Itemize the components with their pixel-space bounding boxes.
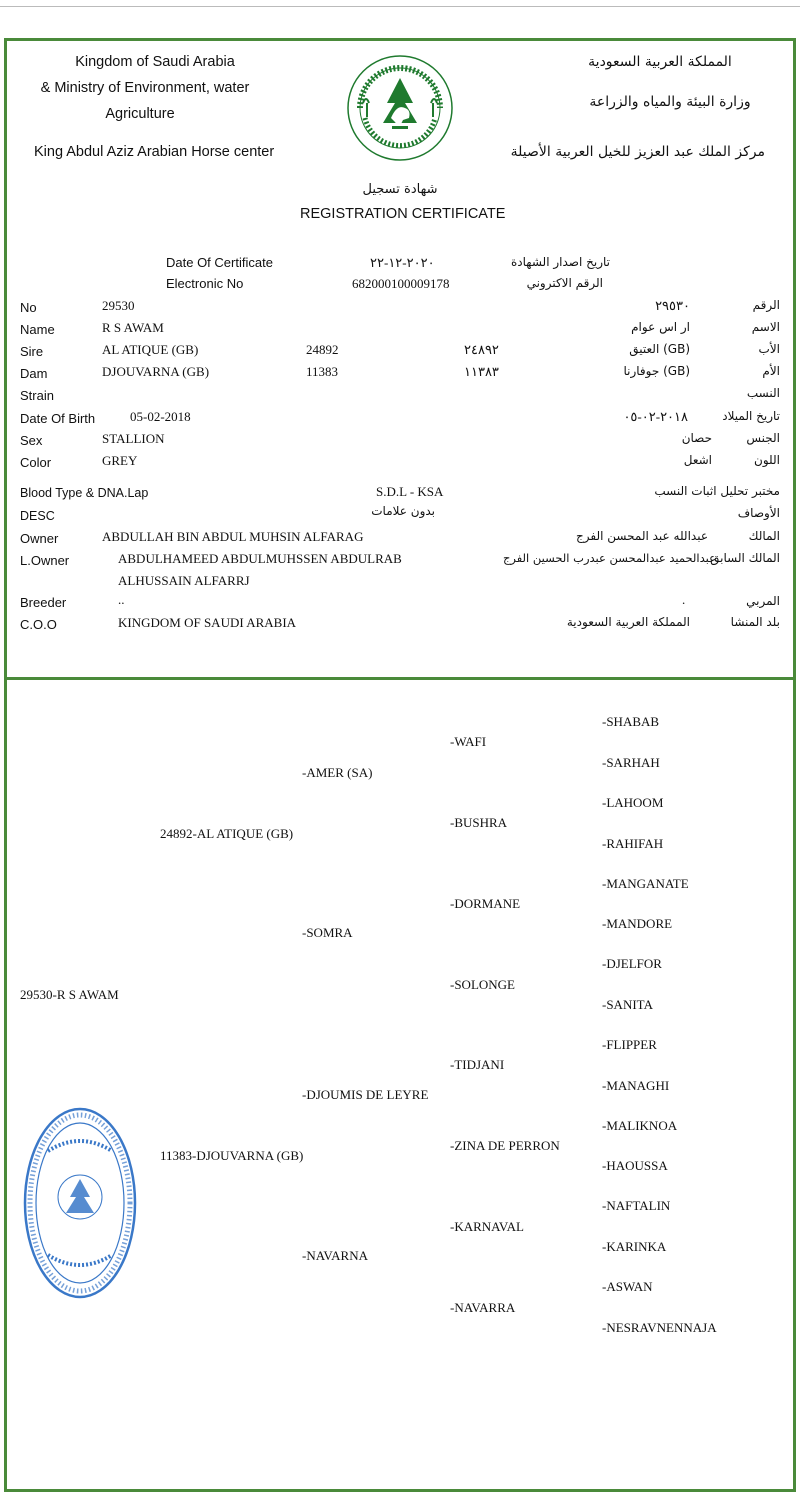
pedigree-gen4-item: -NAFTALIN: [602, 1198, 671, 1213]
sex-value: STALLION: [102, 431, 165, 446]
pedigree-gen3-item: -DORMANE: [450, 896, 521, 911]
previous-owner-value-line1: ABDULHAMEED ABDULMUHSSEN ABDULRAB: [118, 551, 402, 566]
breeder-label: Breeder: [20, 595, 67, 610]
sire-value: AL ATIQUE (GB): [102, 342, 199, 357]
coo-label: C.O.O: [20, 617, 57, 632]
coo-label-ar: بلد المنشا: [730, 615, 780, 629]
pedigree-gen3-item: -SOLONGE: [450, 977, 515, 992]
pedigree-gen2-item: -NAVARNA: [302, 1248, 368, 1263]
coo-value: KINGDOM OF SAUDI ARABIA: [118, 615, 297, 630]
pedigree-gen4-item: -MANDORE: [602, 916, 673, 931]
pedigree-gen3-item: -BUSHRA: [450, 815, 508, 830]
electronic-no-label-ar: الرقم الاكتروني: [526, 276, 603, 290]
strain-label: Strain: [20, 388, 54, 403]
header-en-line1: Kingdom of Saudi Arabia: [75, 54, 235, 70]
pedigree-frame: [4, 680, 796, 1492]
pedigree-gen4-item: -MANAGHI: [602, 1078, 670, 1093]
header-en-line2: & Ministry of Environment, water: [40, 80, 250, 96]
pedigree-gen3-item: -WAFI: [450, 734, 487, 749]
no-label-ar: الرقم: [752, 298, 780, 312]
pedigree-gen4-item: -SARHAH: [602, 755, 660, 770]
pedigree-gen4-item: -SANITA: [602, 997, 653, 1012]
pedigree-gen3-item: -NAVARRA: [450, 1300, 516, 1315]
pedigree-gen2-item: -SOMRA: [302, 925, 353, 940]
pedigree-gen4-item: -MANGANATE: [602, 876, 689, 891]
owner-value-ar: عبدالله عبد المحسن الفرج: [576, 529, 708, 543]
name-label: Name: [20, 322, 55, 337]
no-label: No: [20, 300, 37, 315]
sire-number-ar: ٢٤٨٩٢: [464, 342, 499, 357]
sire-label: Sire: [20, 344, 44, 359]
dob-value-ar: ٢٠١٨-٠٢-٠٥: [623, 409, 688, 424]
dam-value-ar: (GB) جوفارنا: [623, 364, 690, 378]
pedigree-gen4-item: -DJELFOR: [602, 956, 662, 971]
electronic-no-label: Electronic No: [166, 276, 244, 291]
desc-value-ar: بدون علامات: [371, 504, 435, 518]
pedigree-gen4-item: -HAOUSSA: [602, 1158, 668, 1173]
strain-label-ar: النسب: [746, 386, 780, 400]
dam-number-ar: ١١٣٨٣: [464, 364, 499, 379]
pedigree-gen4-item: -ASWAN: [602, 1279, 653, 1294]
no-value-ar: ٢٩٥٣٠: [655, 298, 690, 313]
breeder-value-ar: .: [682, 592, 686, 607]
pedigree-gen2-item: -AMER (SA): [302, 765, 373, 780]
pedigree-gen3-item: -TIDJANI: [450, 1057, 505, 1072]
owner-label: Owner: [20, 531, 59, 546]
electronic-no-value: 682000100009178: [352, 276, 450, 291]
previous-owner-label-ar: المالك السابق: [710, 551, 780, 565]
pedigree-subject: 29530-R S AWAM: [20, 987, 119, 1002]
date-of-certificate-label-ar: تاريخ اصدار الشهادة: [511, 255, 610, 269]
pedigree-gen2-item: -DJOUMIS DE LEYRE: [302, 1087, 429, 1102]
desc-label-ar: الأوصاف: [737, 506, 780, 520]
pedigree-sire: 24892-AL ATIQUE (GB): [160, 826, 294, 841]
title-ar: شهادة تسجيل: [362, 182, 438, 197]
color-label-ar: اللون: [754, 453, 780, 467]
desc-label: DESC: [20, 509, 55, 523]
owner-label-ar: المالك: [748, 529, 780, 543]
owner-value: ABDULLAH BIN ABDUL MUHSIN ALFARAG: [102, 529, 364, 544]
pedigree-gen3-item: -ZINA DE PERRON: [450, 1138, 560, 1153]
pedigree-gen4-item: -RAHIFAH: [602, 836, 664, 851]
sire-value-ar: (GB) العتيق: [629, 342, 690, 356]
blood-type-value: S.D.L - KSA: [376, 484, 444, 499]
no-value: 29530: [102, 298, 135, 313]
pedigree-gen4-item: -FLIPPER: [602, 1037, 657, 1052]
dam-label: Dam: [20, 366, 48, 381]
breeder-label-ar: المربي: [746, 594, 780, 608]
blood-type-label-ar: مختبر تحليل اثبات النسب: [654, 484, 780, 498]
date-of-certificate-value: ٢٠٢٠-١٢-٢٢: [370, 255, 435, 270]
coo-value-ar: المملكة العربية السعودية: [566, 615, 690, 629]
name-value: R S AWAM: [102, 320, 164, 335]
pedigree-gen3-item: -KARNAVAL: [450, 1219, 524, 1234]
top-rule: [0, 6, 800, 7]
registry-stamp-icon: [22, 1105, 138, 1301]
pedigree-gen4-item: -KARINKA: [602, 1239, 667, 1254]
pedigree-dam: 11383-DJOUVARNA (GB): [160, 1148, 304, 1163]
pedigree-gen4-item: -MALIKNOA: [602, 1118, 678, 1133]
pedigree-gen4-item: -NESRAVNENNAJA: [602, 1320, 717, 1335]
dob-label: Date Of Birth: [20, 411, 96, 426]
sire-label-ar: الأب: [758, 342, 780, 356]
dam-number: 11383: [306, 364, 339, 379]
sex-label-ar: الجنس: [746, 431, 780, 445]
header-ar-line2: وزارة البيئة والمياه والزراعة: [589, 94, 751, 110]
color-label: Color: [20, 455, 52, 470]
header-ar-line1: المملكة العربية السعودية: [588, 54, 732, 70]
dob-label-ar: تاريخ الميلاد: [722, 409, 780, 423]
dam-label-ar: الأم: [762, 364, 780, 378]
title-en: REGISTRATION CERTIFICATE: [300, 206, 506, 222]
previous-owner-value-ar: عبدالحميد عبدالمحسن عبدرب الحسين الفرج: [502, 551, 716, 565]
sex-value-ar: حصان: [681, 431, 712, 445]
previous-owner-value-line2: ALHUSSAIN ALFARRJ: [118, 573, 250, 588]
pedigree-gen4-item: -LAHOOM: [602, 795, 664, 810]
name-label-ar: الاسم: [751, 320, 780, 334]
header-en-line3: Agriculture: [105, 106, 175, 122]
color-value: GREY: [102, 453, 138, 468]
previous-owner-label: L.Owner: [20, 553, 70, 568]
sire-number: 24892: [306, 342, 339, 357]
header-en-line4: King Abdul Aziz Arabian Horse center: [34, 144, 275, 160]
name-value-ar: ار اس عوام: [631, 320, 690, 334]
breeder-value: ..: [118, 592, 125, 607]
color-value-ar: اشعل: [683, 453, 712, 467]
pedigree-gen4-item: -SHABAB: [602, 714, 660, 729]
blood-type-label: Blood Type & DNA.Lap: [20, 486, 149, 500]
dob-value: 05-02-2018: [130, 409, 191, 424]
ministry-logo-icon: [345, 48, 455, 178]
date-of-certificate-label: Date Of Certificate: [166, 255, 273, 270]
dam-value: DJOUVARNA (GB): [102, 364, 210, 379]
sex-label: Sex: [20, 433, 43, 448]
header-ar-line3: مركز الملك عبد العزيز للخيل العربية الأصيلة: [510, 144, 765, 160]
